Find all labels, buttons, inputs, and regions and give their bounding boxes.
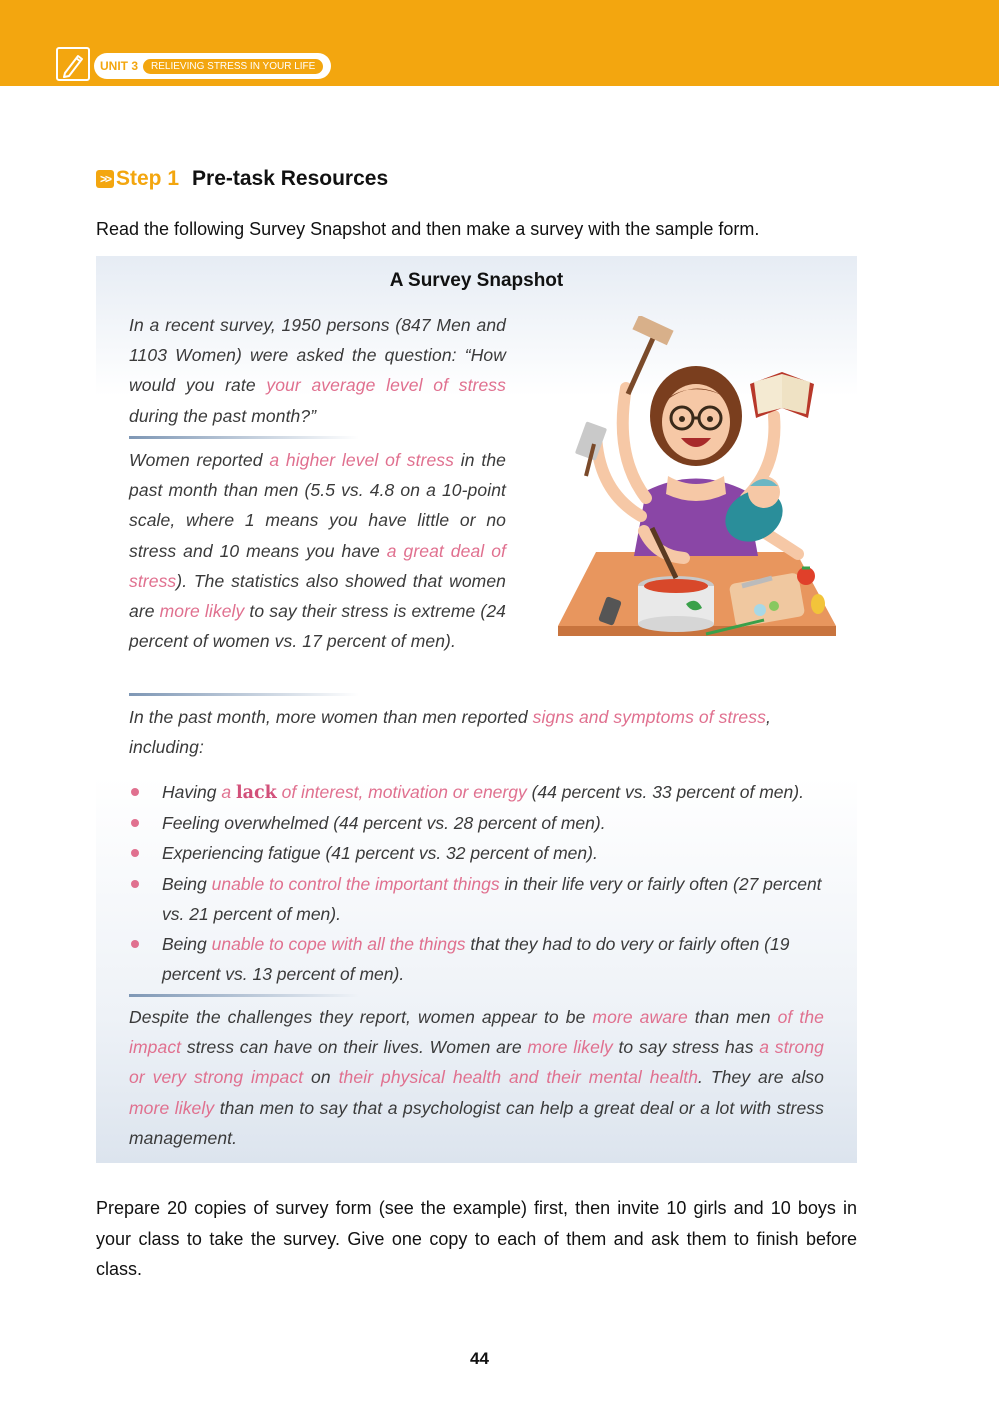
page-number: 44 <box>470 1349 489 1368</box>
paragraph-survey-question: In a recent survey, 1950 persons (847 Men and 1103 Women) were asked the question: “How would you rate your average level of stress during the past month?” <box>129 315 507 426</box>
paragraph-symptoms-intro: In the past month, more women than men reported signs and symptoms of stress, including: <box>129 707 771 758</box>
list-item: Being unable to control the important things in their life very or fairly often (27 percent vs. 21 percent of men). <box>129 869 824 929</box>
divider <box>129 693 359 696</box>
task-instruction: Prepare 20 copies of survey form (see the example) first, then invite 10 girls and 10 boys in your class to take the survey. Give one copy to each of them and ask them to finish before class. <box>96 1198 857 1279</box>
list-item: Having a lack of interest, motivation or energy (44 percent vs. 33 percent of men). <box>129 777 824 808</box>
instruction-text: Read the following Survey Snapshot and then make a survey with the sample form. <box>96 219 760 239</box>
list-item: Feeling overwhelmed (44 percent vs. 28 percent of men). <box>129 808 824 838</box>
step-label: Step 1 <box>116 167 180 190</box>
panel-title: A Survey Snapshot <box>389 270 564 291</box>
divider <box>129 436 359 439</box>
divider <box>129 994 359 997</box>
step-title: Pre-task Resources <box>192 167 389 190</box>
unit-label: UNIT 3 <box>100 59 139 73</box>
paragraph-stress-level: Women reported a higher level of stress in the past month than men (5.5 vs. 4.8 on a 10-point scale, where 1 means you have little or no stress and 10 means you have a great deal of stress). The statistics also showed that women are more likely to say their stress is extreme (24 percent of women vs. 17 percent of men). <box>129 450 506 652</box>
paragraph-impact-awareness: Despite the challenges they report, women appear to be more aware than men of the impact stress can have on their lives. Women are more likely to say stress has a strong or very strong impact on their physical health and their mental health. They are also more likely than men to say that a psychologist can help a great deal or a lot with stress management. <box>129 1007 824 1148</box>
double-chevron-icon: >> <box>96 170 114 188</box>
list-item: Being unable to cope with all the things that they had to do very or fairly often (19 percent vs. 13 percent of men). <box>129 929 824 989</box>
step-heading <box>96 167 388 191</box>
symptoms-list <box>129 777 824 989</box>
unit-title: RELIEVING STRESS IN YOUR LIFE <box>143 59 323 74</box>
unit-badge <box>94 53 331 79</box>
multitasking-mother-illustration <box>536 316 846 646</box>
list-item: Experiencing fatigue (41 percent vs. 32 percent of men). <box>129 838 824 868</box>
survey-snapshot-panel <box>96 256 857 1163</box>
pen-icon <box>56 47 90 81</box>
